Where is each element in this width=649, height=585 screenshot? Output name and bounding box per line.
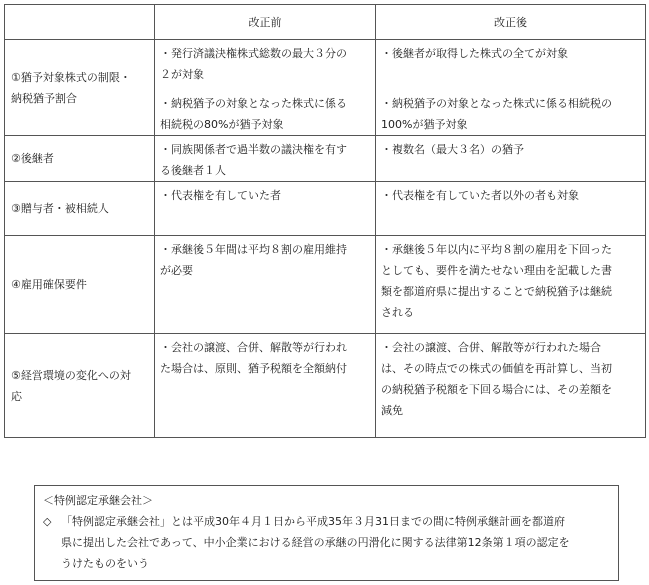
label-line: ②後継者 [11,152,54,165]
after-cell [376,136,646,182]
before-line: ・発行済議決権株式総数の最大３分の [160,47,347,60]
after-cell [376,334,646,438]
after-line [381,64,640,85]
note-line-2: 県に提出した会社であって、中小企業における経営の承継の円滑化に関する法律第12条第１項の認定を [61,536,570,549]
after-line: の納税猶予税額を下回る場合には、その差額を [381,383,612,396]
row-label [5,236,155,334]
diamond-icon: ◇ [43,515,52,528]
note-line-3: うけたものをいう [61,557,149,570]
table-header-row [5,5,646,40]
label-line: ⑤経営環境の変化への対 [11,368,131,382]
after-line: ・後継者が取得した株式の全てが対象 [381,47,568,60]
row-label [5,334,155,438]
before-line: ・代表権を有していた者 [160,189,281,202]
row-label [5,182,155,236]
after-line: としても、要件を満たせない理由を記載した書 [381,264,612,277]
header-after: 改正後 [376,5,646,40]
before-cell [155,182,376,236]
after-cell [376,40,646,136]
after-line: ・納税猶予の対象となった株式に係る相続税の [381,97,612,110]
comparison-table [4,4,646,438]
table-row [5,182,646,236]
before-line [160,85,370,93]
table-row [5,236,646,334]
before-line: ・会社の譲渡、合併、解散等が行われ [160,341,347,354]
after-line: される [381,306,414,319]
row-label [5,136,155,182]
table-row [5,136,646,182]
before-line: た場合は、原則、猶予税額を全額納付 [160,362,347,375]
table-row [5,334,646,438]
after-line: ・代表権を有していた者以外の者も対象 [381,189,579,202]
header-before: 改正前 [155,5,376,40]
header-blank [5,5,155,40]
after-line [381,85,640,93]
after-cell [376,182,646,236]
label-line: 応 [11,389,22,403]
after-line: 類を都道府県に提出することで納税猶予は継続 [381,285,612,298]
label-line: ①猶予対象株式の制限・ [11,70,131,84]
after-line: は、その時点での株式の価値を再計算し、当初 [381,362,612,375]
before-cell [155,136,376,182]
before-line: ・納税猶予の対象となった株式に係る [160,97,347,110]
before-line: 相続税の80%が猶予対象 [160,118,284,131]
note-box [34,485,619,581]
after-line: 100%が猶予対象 [381,118,468,131]
before-line: る後継者１人 [160,164,226,177]
before-cell [155,236,376,334]
note-title: ＜特例認定承継会社＞ [43,494,153,507]
after-line: 減免 [381,404,403,417]
before-cell [155,334,376,438]
after-line: ・会社の譲渡、合併、解散等が行われた場合 [381,341,601,354]
label-line: 納税猶予割合 [11,91,77,105]
label-line: ③贈与者・被相続人 [11,202,109,215]
note-line-1: ◇ 「特例認定承継会社」とは平成30年４月１日から平成35年３月31日までの間に特例承継計画を都道府 [43,511,610,532]
table-row [5,40,646,136]
before-cell [155,40,376,136]
before-line: が必要 [160,264,193,277]
after-cell [376,236,646,334]
label-line: ④雇用確保要件 [11,278,87,291]
before-line: ・承継後５年間は平均８割の雇用維持 [160,243,347,256]
before-line: ・同族関係者で過半数の議決権を有す [160,143,347,156]
after-line: ・複数名（最大３名）の猶予 [381,143,524,156]
after-line: ・承継後５年以内に平均８割の雇用を下回った [381,243,612,256]
before-line: ２が対象 [160,68,204,81]
row-label [5,40,155,136]
